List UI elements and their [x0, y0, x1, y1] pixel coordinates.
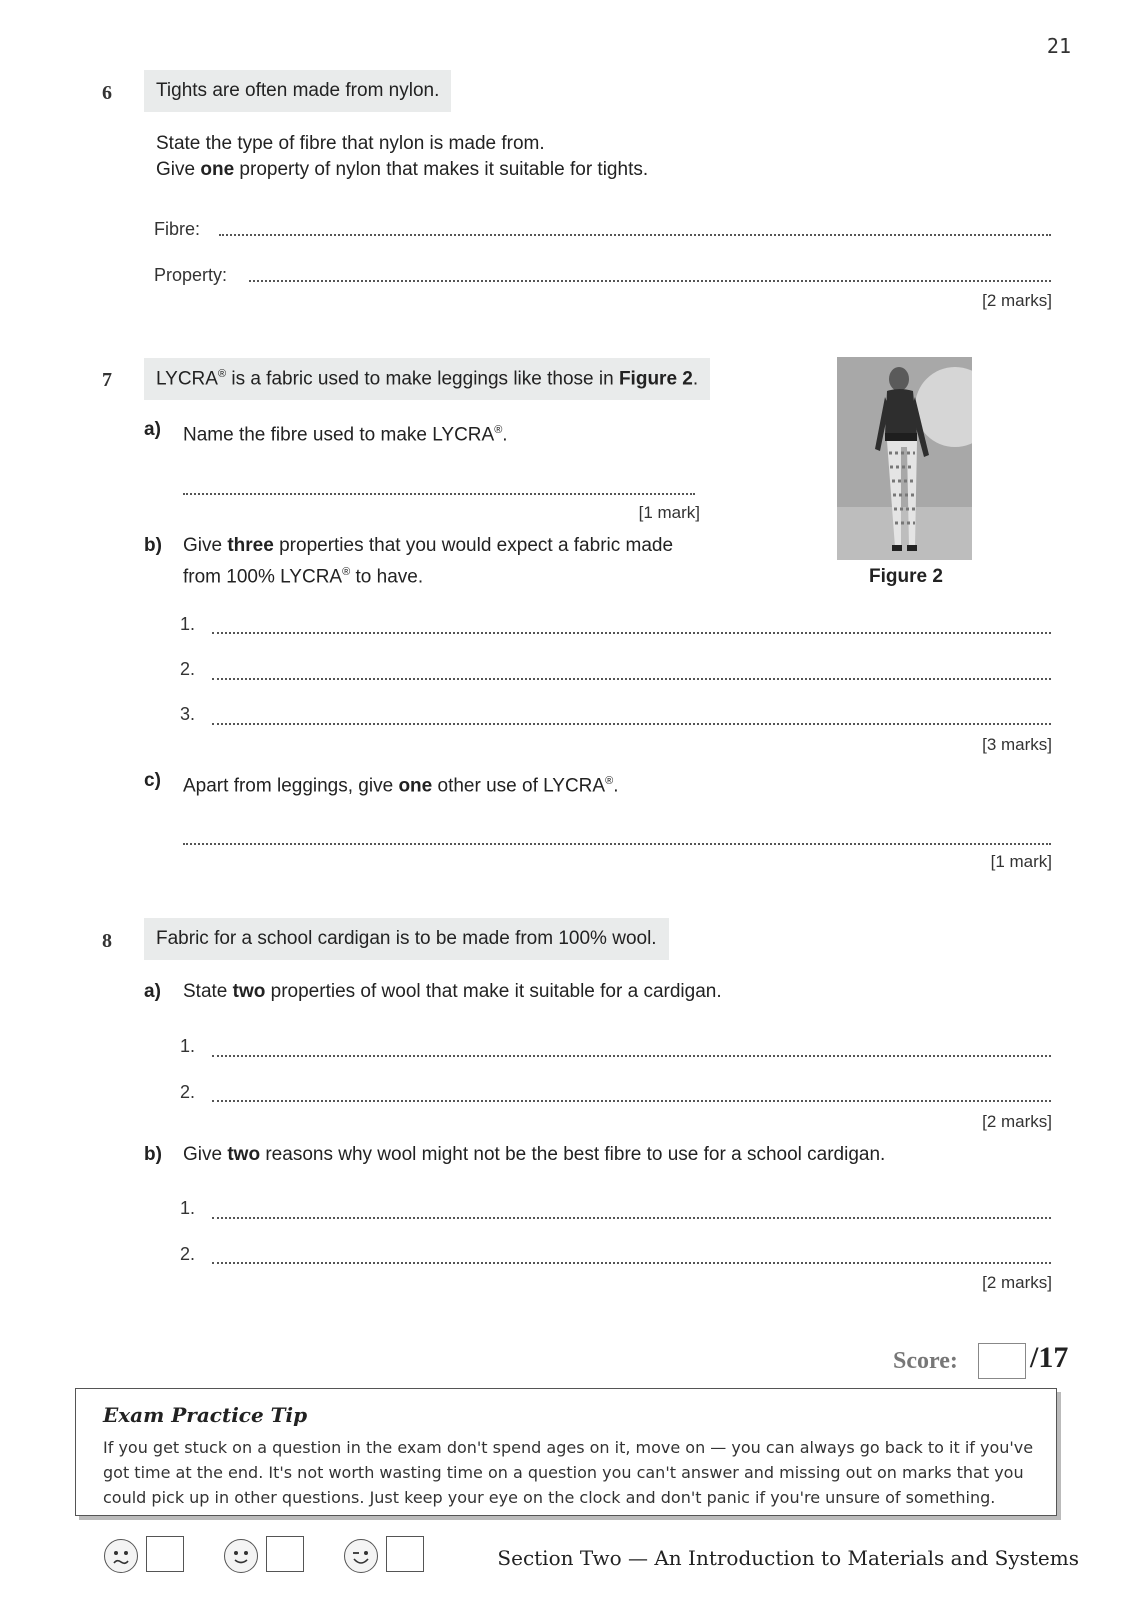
figure-2-photo — [837, 357, 972, 560]
question-8-statement: Fabric for a school cardigan is to be made from 100% wool. — [144, 918, 669, 960]
figure-2-caption: Figure 2 — [869, 566, 943, 587]
question-8b-marks: [2 marks] — [982, 1273, 1052, 1292]
confidence-checkbox-high[interactable] — [386, 1536, 424, 1572]
question-8b-answer-line-1[interactable] — [212, 1217, 1051, 1219]
question-7a-answer-line[interactable] — [183, 493, 695, 495]
leggings-model-image — [837, 357, 972, 560]
question-7c-text: Apart from leggings, give one other use of LYCRA®. — [183, 775, 619, 797]
question-8b-item-number: 1. — [180, 1198, 196, 1218]
question-8a-label: a) — [144, 981, 161, 1002]
question-7c-marks: [1 mark] — [990, 852, 1052, 871]
page-number: 21 — [1046, 34, 1071, 58]
question-7b-answer-line-3[interactable] — [212, 723, 1051, 725]
property-label: Property: — [154, 265, 228, 285]
question-7-number: 7 — [102, 369, 112, 391]
question-7b-marks: [3 marks] — [982, 735, 1052, 754]
fibre-label: Fibre: — [154, 219, 201, 239]
exam-practice-tip-box — [75, 1388, 1057, 1516]
question-7b-line-1: Give three properties that you would expect a fabric made — [183, 535, 674, 556]
tip-text: If you get stuck on a question in the exam don't spend ages on it, move on — you can always go back to it if you've got time at the end. It's not worth wasting time on a question you can't answer and missing out on marks that you could pick up in other questions. Just keep your eye on the clock and don't panic if you're unsure of something. — [103, 1438, 1034, 1507]
fibre-answer-line[interactable] — [219, 234, 1051, 236]
question-7b-item-number: 1. — [180, 614, 196, 634]
question-8a-answer-line-1[interactable] — [212, 1055, 1051, 1057]
question-7b-item-number: 2. — [180, 659, 196, 679]
confidence-checkbox-medium[interactable] — [266, 1536, 304, 1572]
neutral-face-icon — [224, 1539, 258, 1573]
question-7a-marks: [1 mark] — [638, 503, 700, 522]
question-8a-item-number: 1. — [180, 1036, 196, 1056]
score-label: Score: — [893, 1348, 958, 1374]
question-8a-item-number: 2. — [180, 1082, 196, 1102]
question-7c-label: c) — [144, 770, 161, 791]
question-7b-item-number: 3. — [180, 704, 196, 724]
property-answer-line[interactable] — [249, 280, 1051, 282]
question-8-number: 8 — [102, 930, 112, 952]
question-6-number: 6 — [102, 82, 112, 104]
tip-title: Exam Practice Tip — [103, 1403, 308, 1427]
question-7-statement: LYCRA® is a fabric used to make leggings like those in Figure 2. — [144, 358, 710, 400]
question-6-marks: [2 marks] — [982, 291, 1052, 310]
question-7b-label: b) — [144, 535, 162, 556]
question-8b-label: b) — [144, 1144, 162, 1165]
section-footer: Section Two — An Introduction to Materials and Systems — [497, 1546, 1079, 1570]
question-6-line-1: State the type of fibre that nylon is made from. — [156, 133, 545, 154]
question-7b-line-2: from 100% LYCRA® to have. — [183, 566, 424, 588]
question-7a-label: a) — [144, 419, 161, 440]
score-total: /17 — [1030, 1341, 1069, 1374]
score-input-box[interactable] — [978, 1343, 1026, 1379]
question-6-statement: Tights are often made from nylon. — [144, 70, 451, 112]
winking-face-icon — [344, 1539, 378, 1573]
question-7c-answer-line[interactable] — [183, 843, 1051, 845]
question-8b-item-number: 2. — [180, 1244, 196, 1264]
question-8a-text: State two properties of wool that make it suitable for a cardigan. — [183, 981, 722, 1002]
question-7b-answer-line-2[interactable] — [212, 678, 1051, 680]
confidence-checkbox-low[interactable] — [146, 1536, 184, 1572]
question-8b-text: Give two reasons why wool might not be the best fibre to use for a school cardigan. — [183, 1144, 886, 1165]
question-8b-answer-line-2[interactable] — [212, 1262, 1051, 1264]
question-7a-text: Name the fibre used to make LYCRA®. — [183, 424, 508, 446]
worried-face-icon — [104, 1539, 138, 1573]
question-8a-answer-line-2[interactable] — [212, 1100, 1051, 1102]
question-7b-answer-line-1[interactable] — [212, 632, 1051, 634]
question-8a-marks: [2 marks] — [982, 1112, 1052, 1131]
question-6-line-2: Give one property of nylon that makes it suitable for tights. — [156, 159, 649, 180]
